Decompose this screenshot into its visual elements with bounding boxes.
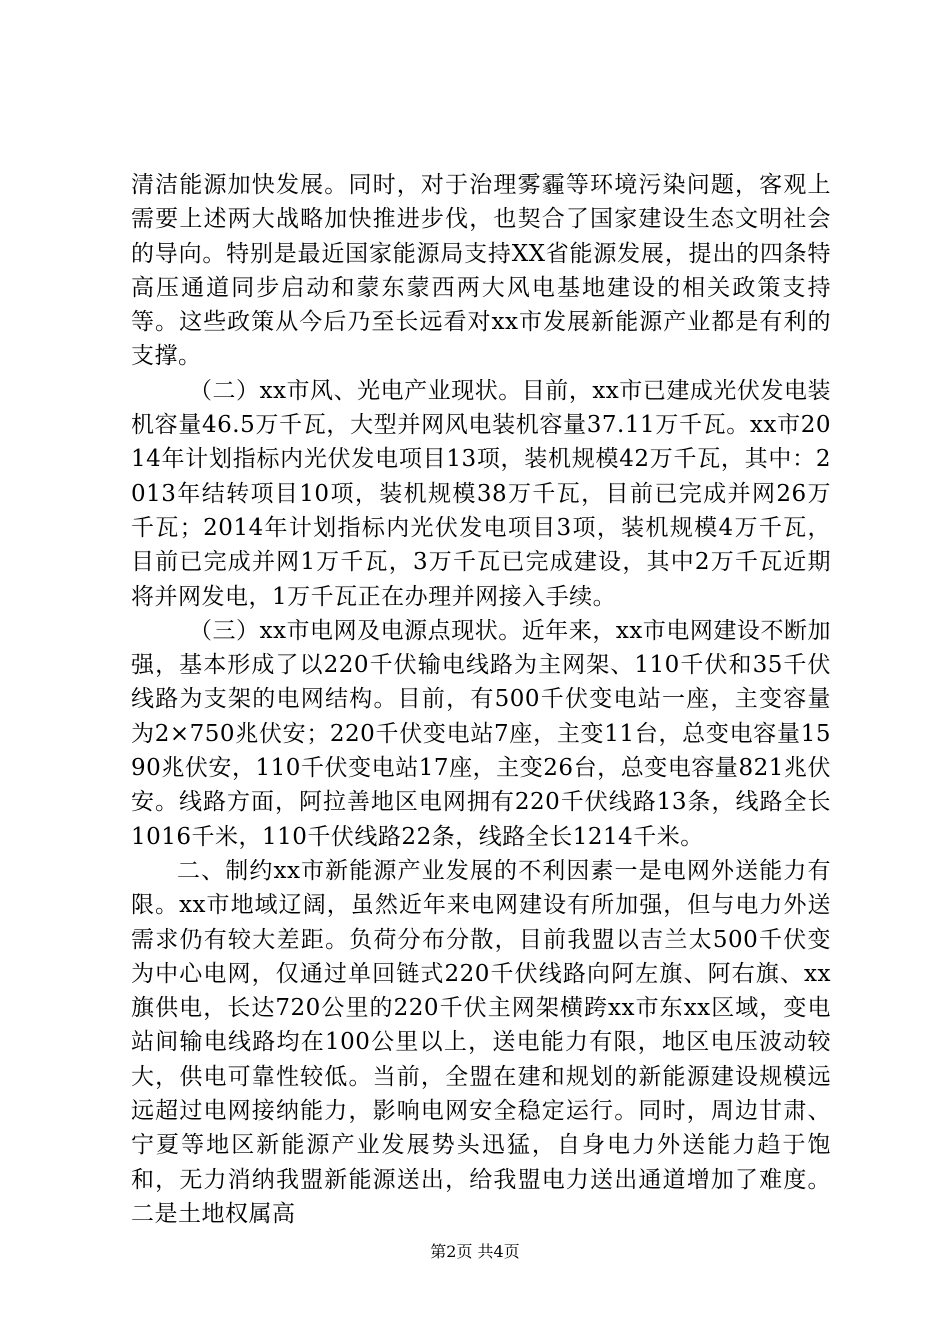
paragraph-intro-continuation: 清洁能源加快发展。同时，对于治理雾霾等环境污染问题，客观上需要上述两大战略加快推进步伐，也契合了国家建设生态文明社会的导向。特别是最近国家能源局支持XX省能源发展，提出的四条特高压通道同步启动和蒙东蒙西两大风电基地建设的相关政策支持等。这些政策从今后乃至长远看对xx市发展新能源产业都是有利的支撑。 bbox=[131, 172, 831, 370]
paragraph-constraints: 二、制约xx市新能源产业发展的不利因素一是电网外送能力有限。xx市地域辽阔，虽然近年来电网建设有所加强，但与电力外送需求仍有较大差距。负荷分布分散，目前我盟以吉兰太500千伏变为中心电网，仅通过单回链式220千伏线路向阿左旗、阿右旗、xx旗供电，长达720公里的220千伏主网架横跨xx市东xx区域，变电站间输电线路均在100公里以上，送电能力有限，地区电压波动较大，供电可靠性较低。当前，全盟在建和规划的新能源建设规模远远超过电网接纳能力，影响电网安全稳定运行。同时，周边甘肃、宁夏等地区新能源产业发展势头迅猛，自身电力外送能力趋于饱和，无力消纳我盟新能源送出，给我盟电力送出通道增加了难度。二是土地权属高 bbox=[131, 857, 831, 1227]
page-footer: 第2页 共4页 bbox=[430, 1242, 520, 1261]
paragraph-wind-solar-status: （二）xx市风、光电产业现状。目前，xx市已建成光伏发电装机容量46.5万千瓦，大型并网风电装机容量37.11万千瓦。xx市2014年计划指标内光伏发电项目13项，装机规模42万千瓦，其中：2013年结转项目10项，装机规模38万千瓦，目前已完成并网26万千瓦；2014年计划指标内光伏发电项目3项，装机规模4万千瓦，目前已完成并网1万千瓦，3万千瓦已完成建设，其中2万千瓦近期将并网发电，1万千瓦正在办理并网接入手续。 bbox=[131, 377, 831, 610]
paragraph-grid-status: （三）xx市电网及电源点现状。近年来，xx市电网建设不断加强，基本形成了以220千伏输电线路为主网架、110千伏和35千伏线路为支架的电网结构。目前，有500千伏变电站一座，主变容量为2×750兆伏安；220千伏变电站7座，主变11台，总变电容量1590兆伏安，110千伏变电站17座，主变26台，总变电容量821兆伏安。线路方面，阿拉善地区电网拥有220千伏线路13条，线路全长1016千米，110千伏线路22条，线路全长1214千米。 bbox=[131, 617, 831, 850]
document-body bbox=[131, 168, 831, 1231]
